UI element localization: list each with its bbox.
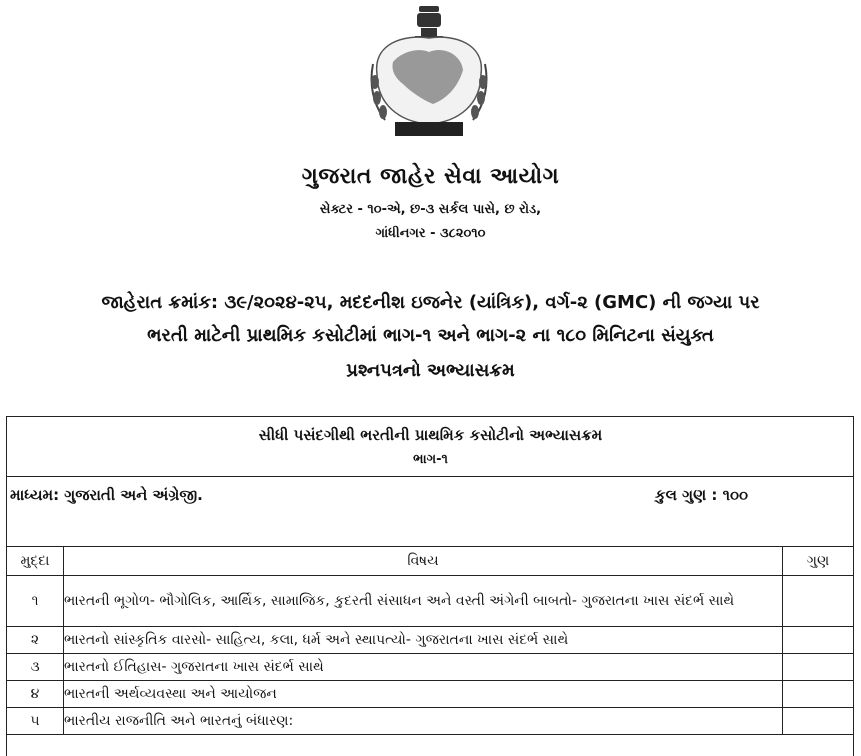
row-marks-cell [783, 627, 854, 654]
address-line-2: ગાંધીનગર - ૩૮૨૦૧૦ [375, 226, 486, 241]
column-header-subject: વિષય [64, 547, 783, 576]
row-no: ૧ [7, 576, 64, 627]
row-subject: ભારતીય રાજનીતિ અને ભારતનું બંધારણ: [64, 708, 783, 735]
table-row [7, 627, 854, 654]
row-no: ૪ [7, 681, 64, 708]
gpsc-emblem-logo [363, 4, 495, 144]
address-line-1: સેક્ટર - ૧૦-એ, છ-૩ સર્કલ પાસે, છ રોડ, [319, 202, 542, 217]
divider [6, 476, 854, 477]
row-no: ૫ [7, 708, 64, 735]
row-marks-cell [783, 708, 854, 735]
row-subject: ભારતનો સાંસ્કૃતિક વારસો- સાહિત્ય, કલા, ધર્મ અને સ્થાપત્યો- ગુજરાતના ખાસ સંદર્ભ સાથે [64, 627, 783, 654]
total-marks: કુલ ગુણ : ૧૦૦ [655, 486, 749, 504]
exam-medium: માધ્યમ: ગુજરાતી અને અંગ્રેજી. [10, 486, 203, 504]
row-subject: ભારતનો ઈતિહાસ- ગુજરાતના ખાસ સંદર્ભ સાથે [64, 654, 783, 681]
row-subject: ભારતની અર્થવ્યવસ્થા અને આયોજન [64, 681, 783, 708]
column-header-no: મુદ્દા [7, 547, 64, 576]
advertisement-heading-line-3: પ્રશ્નપત્રનો અભ્યાસક્રમ [346, 360, 515, 381]
row-no: ૩ [7, 654, 64, 681]
table-row [7, 708, 854, 735]
syllabus-part: ભાગ-૧ [413, 452, 448, 467]
row-no: ૨ [7, 627, 64, 654]
row-marks-cell [783, 654, 854, 681]
table-row [7, 654, 854, 681]
table-row [7, 576, 854, 627]
table-header-row [7, 547, 854, 576]
row-subject: ભારતની ભૂગોળ- ભૌગોલિક, આર્થિક, સામાજિક, કુદરતી સંસાધન અને વસ્તી અંગેની બાબતો- ગુજરાતના ખાસ સંદર્ભ સાથે [64, 576, 783, 627]
syllabus-table [6, 546, 854, 735]
organization-name: ગુજરાત જાહેર સેવા આયોગ [301, 164, 560, 189]
column-header-marks: ગુણ [783, 547, 854, 576]
advertisement-heading-line-1: જાહેરાત ક્રમાંક: ૩૯/૨૦૨૪-૨૫, મદદનીશ ઇજનેર (યાંત્રિક), વર્ગ-૨ (GMC) ની જગ્યા પર [101, 292, 760, 313]
row-marks-cell [783, 681, 854, 708]
syllabus-title: સીધી પસંદગીથી ભરતીની પ્રાથમિક કસોટીનો અભ્યાસક્રમ [258, 426, 603, 444]
row-marks-cell [783, 576, 854, 627]
advertisement-heading-line-2: ભરતી માટેની પ્રાથમિક કસોટીમાં ભાગ-૧ અને ભાગ-૨ ના ૧૮૦ મિનિટના સંયુક્ત [147, 325, 714, 346]
table-row [7, 681, 854, 708]
